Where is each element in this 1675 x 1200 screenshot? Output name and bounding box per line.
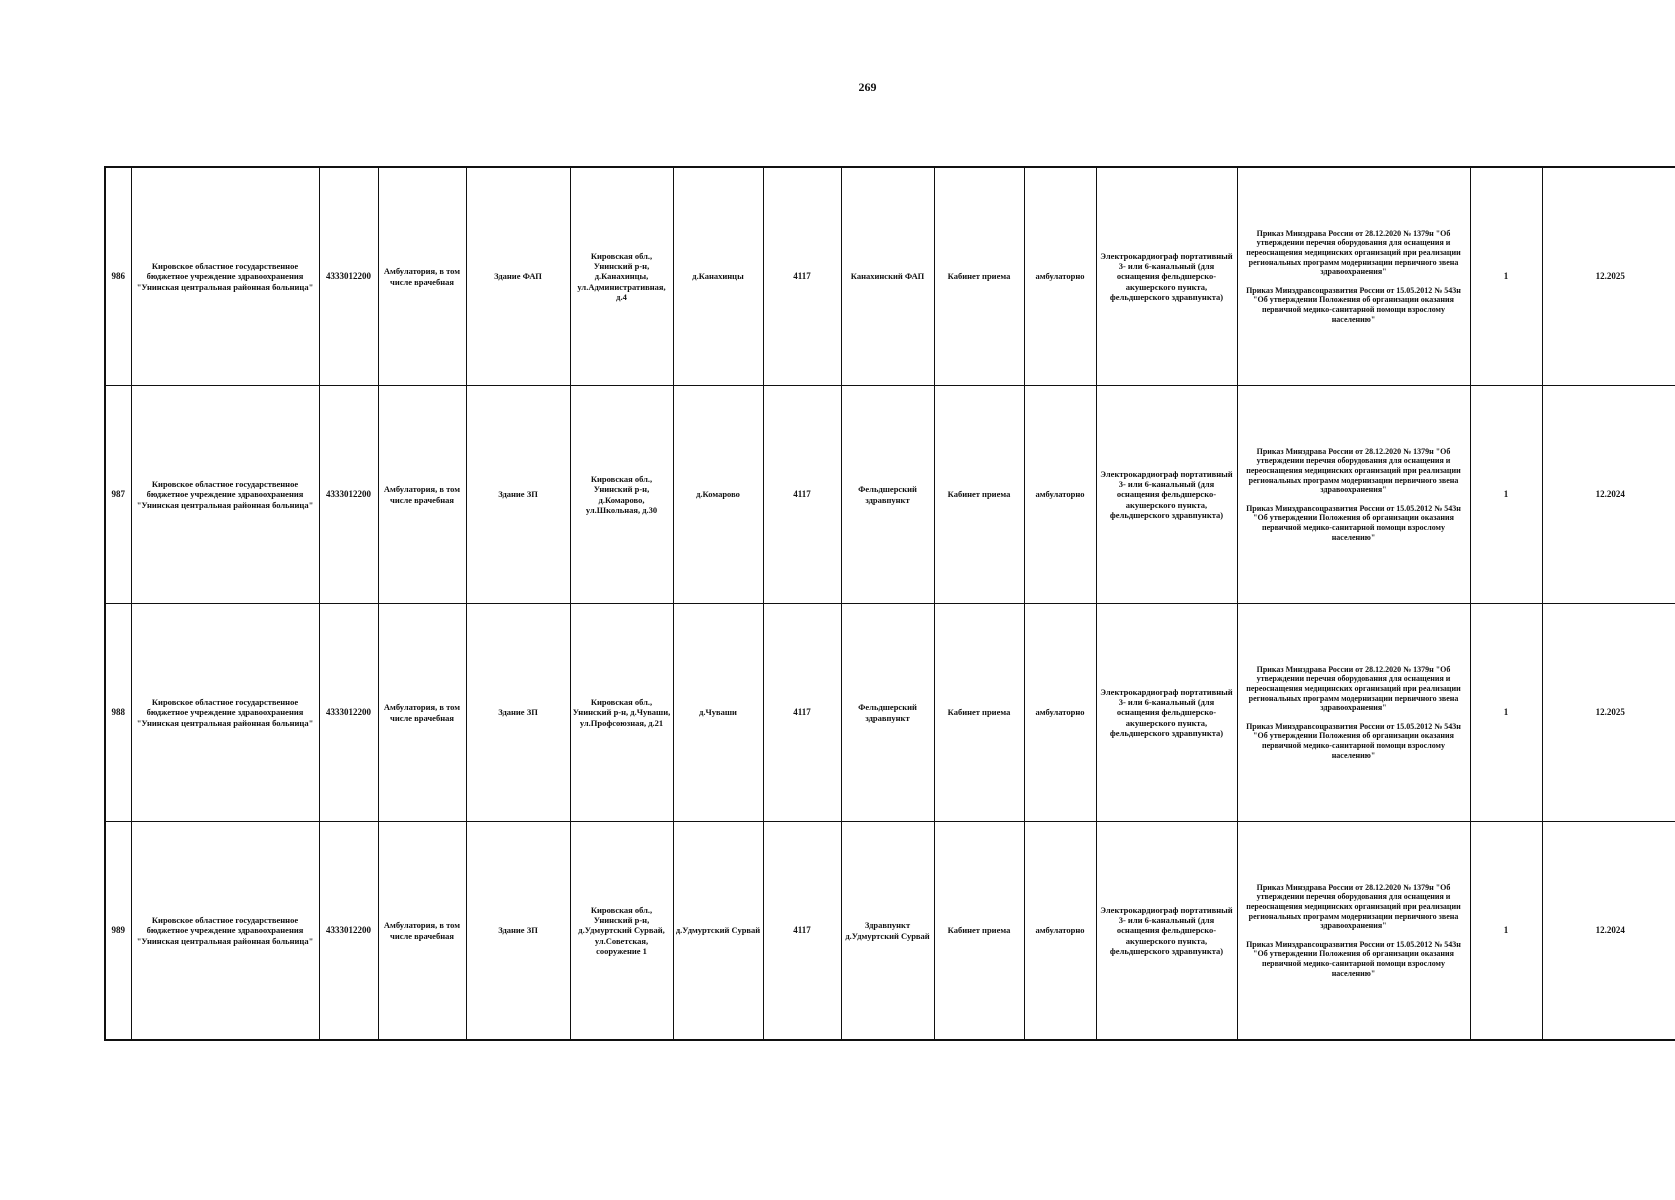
address: Кировская обл., Унинский р-н, д.Канахинцы, ул.Административная, д.4 <box>570 167 673 386</box>
care-form: амбулаторно <box>1024 167 1096 386</box>
care-form: амбулаторно <box>1024 604 1096 822</box>
settlement: д.Удмуртский Сурвай <box>673 822 763 1041</box>
address: Кировская обл., Унинский р-н, д.Комарово, ул.Школьная, д.30 <box>570 386 673 604</box>
organization-name: Кировское областное государственное бюджетное учреждение здравоохранения "Унинская центральная районная больница" <box>131 386 319 604</box>
room: Кабинет приема <box>934 604 1024 822</box>
address: Кировская обл., Унинский р-н, д.Чуваши, ул.Профсоюзная, д.21 <box>570 604 673 822</box>
inn: 4333012200 <box>319 386 378 604</box>
table-row <box>105 604 1675 822</box>
unit: Здравпункт д.Удмуртский Сурвай <box>841 822 934 1041</box>
code: 4117 <box>763 167 841 386</box>
code: 4117 <box>763 822 841 1041</box>
facility-type: Амбулатория, в том числе врачебная <box>378 167 466 386</box>
quantity: 1 <box>1470 822 1542 1041</box>
organization-name: Кировское областное государственное бюджетное учреждение здравоохранения "Унинская центральная районная больница" <box>131 822 319 1041</box>
row-index: 987 <box>105 386 131 604</box>
address: Кировская обл., Унинский р-н, д.Удмуртский Сурвай, ул.Советская, сооружение 1 <box>570 822 673 1041</box>
row-index: 989 <box>105 822 131 1041</box>
quantity: 1 <box>1470 386 1542 604</box>
regulatory-document: Приказ Минздравсоцразвития России от 15.05.2012 № 543н "Об утверждении Положения об организации оказания первичной медико-санитарной помощи взрослому населению" <box>1246 285 1461 324</box>
date: 12.2024 <box>1542 822 1675 1041</box>
date: 12.2025 <box>1542 167 1675 386</box>
organization-name: Кировское областное государственное бюджетное учреждение здравоохранения "Унинская центральная районная больница" <box>131 167 319 386</box>
regulatory-documents <box>1237 167 1470 386</box>
facility-type: Амбулатория, в том числе врачебная <box>378 386 466 604</box>
date: 12.2025 <box>1542 604 1675 822</box>
unit: Фельдшерский здравпункт <box>841 386 934 604</box>
room: Кабинет приема <box>934 386 1024 604</box>
building: Здание ЗП <box>466 822 570 1041</box>
room: Кабинет приема <box>934 167 1024 386</box>
care-form: амбулаторно <box>1024 822 1096 1041</box>
room: Кабинет приема <box>934 822 1024 1041</box>
regulatory-document: Приказ Минздравсоцразвития России от 15.05.2012 № 543н "Об утверждении Положения об организации оказания первичной медико-санитарной помощи взрослому населению" <box>1246 939 1461 978</box>
date: 12.2024 <box>1542 386 1675 604</box>
regulatory-documents <box>1237 386 1470 604</box>
equipment: Электрокардиограф портативный 3- или 6-канальный (для оснащения фельдшерско-акушерского пункта, фельдшерского здравпункта) <box>1096 822 1237 1041</box>
row-index: 988 <box>105 604 131 822</box>
building: Здание ФАП <box>466 167 570 386</box>
inn: 4333012200 <box>319 167 378 386</box>
unit: Канахинский ФАП <box>841 167 934 386</box>
row-index: 986 <box>105 167 131 386</box>
building: Здание ЗП <box>466 604 570 822</box>
facility-type: Амбулатория, в том числе врачебная <box>378 604 466 822</box>
regulatory-document: Приказ Минздрава России от 28.12.2020 № 1379н "Об утверждении перечня оборудования для оснащения и переоснащения медицинских организаций при реализации региональных программ модернизации первичного звена здравоохранения" <box>1246 664 1461 713</box>
equipment: Электрокардиограф портативный 3- или 6-канальный (для оснащения фельдшерско-акушерского пункта, фельдшерского здравпункта) <box>1096 386 1237 604</box>
table-row <box>105 386 1675 604</box>
inn: 4333012200 <box>319 604 378 822</box>
equipment-register-table <box>104 166 1675 1041</box>
equipment: Электрокардиограф портативный 3- или 6-канальный (для оснащения фельдшерско-акушерского пункта, фельдшерского здравпункта) <box>1096 604 1237 822</box>
regulatory-document: Приказ Минздрава России от 28.12.2020 № 1379н "Об утверждении перечня оборудования для оснащения и переоснащения медицинских организаций при реализации региональных программ модернизации первичного звена здравоохранения" <box>1246 882 1461 931</box>
code: 4117 <box>763 386 841 604</box>
care-form: амбулаторно <box>1024 386 1096 604</box>
settlement: д.Канахинцы <box>673 167 763 386</box>
quantity: 1 <box>1470 604 1542 822</box>
page-number: 269 <box>858 80 877 94</box>
regulatory-document: Приказ Минздрава России от 28.12.2020 № 1379н "Об утверждении перечня оборудования для оснащения и переоснащения медицинских организаций при реализации региональных программ модернизации первичного звена здравоохранения" <box>1246 446 1461 495</box>
organization-name: Кировское областное государственное бюджетное учреждение здравоохранения "Унинская центральная районная больница" <box>131 604 319 822</box>
building: Здание ЗП <box>466 386 570 604</box>
quantity: 1 <box>1470 167 1542 386</box>
regulatory-documents <box>1237 604 1470 822</box>
regulatory-documents <box>1237 822 1470 1041</box>
equipment: Электрокардиограф портативный 3- или 6-канальный (для оснащения фельдшерско-акушерского пункта, фельдшерского здравпункта) <box>1096 167 1237 386</box>
regulatory-document: Приказ Минздравсоцразвития России от 15.05.2012 № 543н "Об утверждении Положения об организации оказания первичной медико-санитарной помощи взрослому населению" <box>1246 503 1461 542</box>
unit: Фельдшерский здравпункт <box>841 604 934 822</box>
inn: 4333012200 <box>319 822 378 1041</box>
table-row <box>105 167 1675 386</box>
facility-type: Амбулатория, в том числе врачебная <box>378 822 466 1041</box>
settlement: д.Чуваши <box>673 604 763 822</box>
table-row <box>105 822 1675 1041</box>
regulatory-document: Приказ Минздрава России от 28.12.2020 № 1379н "Об утверждении перечня оборудования для оснащения и переоснащения медицинских организаций при реализации региональных программ модернизации первичного звена здравоохранения" <box>1246 228 1461 277</box>
settlement: д.Комарово <box>673 386 763 604</box>
code: 4117 <box>763 604 841 822</box>
regulatory-document: Приказ Минздравсоцразвития России от 15.05.2012 № 543н "Об утверждении Положения об организации оказания первичной медико-санитарной помощи взрослому населению" <box>1246 721 1461 760</box>
